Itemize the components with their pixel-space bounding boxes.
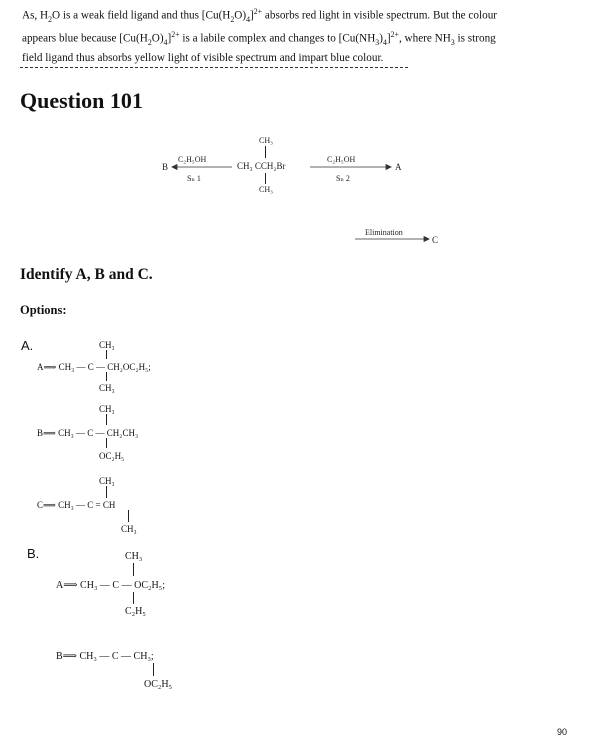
option-a-a-bottom: CH₃ [99, 383, 115, 393]
scheme-ch3-top: CH₃ [259, 136, 273, 145]
options-heading: Options: [20, 303, 67, 317]
scheme-bond-bottom [265, 173, 266, 184]
scheme-right-reagent-bottom: Sₙ 2 [336, 174, 350, 183]
option-b-a-bond-top [133, 563, 134, 576]
option-b-label: B. [27, 546, 40, 561]
scheme-ch3-bottom: CH₃ [259, 185, 273, 194]
option-b-a-main: A⟹ CH₃ — C — OC₂H₅; [56, 580, 165, 591]
option-a-c-main: C⟹ CH₃ — C = CH [37, 500, 116, 510]
option-a-label: A. [21, 338, 34, 353]
option-b-b-main: B⟹ CH₃ — C — CH₃; [56, 651, 154, 662]
option-a-b-top: CH₃ [99, 404, 115, 414]
arrow-to-b-head [172, 165, 177, 170]
scheme-elimination-label: Elimination [365, 228, 403, 237]
option-b-a-top: CH₃ [125, 551, 143, 562]
option-a-b-bottom: OC₂H₅ [99, 451, 125, 461]
scheme-center-molecule: CH₃ CCH₂Br [237, 161, 286, 171]
option-a-a-bond-bottom [106, 372, 107, 381]
intro-line-2: appears blue because $[Cu(H_2O)_4]^{2+}$ is a labile complex and changes to $[Cu(NH_3)_4]^{2+}$, where $NH_3$ is strong [22, 30, 496, 48]
arrow-to-c-head [424, 237, 429, 242]
option-a-c-bottom: CH₃ [121, 524, 137, 534]
dashed-divider [20, 67, 408, 68]
page-number: 90 [556, 727, 567, 737]
scheme-product-c: C [432, 235, 439, 245]
option-a-c-bond-top [106, 486, 107, 498]
scheme-right-reagent-top: C₂H₅OH [327, 155, 356, 164]
option-b-a-bottom: C₂H₅ [125, 606, 146, 617]
intro-line-1: As, $H_2O$ is a weak field ligand and thus $[Cu(H_2O)_4]^{2+}$ absorbs red light in visible spectrum. But the colour [22, 7, 498, 24]
scheme-product-a: A [395, 162, 402, 172]
arrow-to-a-head [386, 165, 391, 170]
option-a-a-bond-top [106, 350, 107, 359]
option-a-a-main: A⟹ CH₃ — C — CH₂OC₂H₅; [37, 362, 151, 372]
scheme-left-reagent-top: C₂H₅OH [178, 155, 207, 164]
intro-line-3: field ligand thus absorbs yellow light of visible spectrum and impart blue colour. [22, 51, 384, 64]
option-a-b-bond-top [106, 414, 107, 425]
option-a-c-bond-bottom [128, 510, 129, 522]
option-a-b-main: B⟹ CH₃ — C — CH₂CH₃ [37, 428, 139, 438]
option-b-b-bond-bottom [153, 663, 154, 676]
option-b-a-bond-bottom [133, 592, 134, 604]
option-b-b-bottom: OC₂H₅ [144, 679, 173, 690]
scheme-left-reagent-bottom: Sₙ 1 [187, 174, 201, 183]
option-a-a-top: CH₃ [99, 340, 115, 350]
question-prompt: Identify A, B and C. [20, 266, 153, 283]
question-title: Question 101 [20, 88, 143, 113]
option-a-c-top: CH₃ [99, 476, 115, 486]
option-a-b-bond-bottom [106, 438, 107, 448]
scheme-bond-top [265, 146, 266, 158]
intro-paragraph [22, 4, 572, 66]
scheme-product-b: B [162, 162, 169, 172]
